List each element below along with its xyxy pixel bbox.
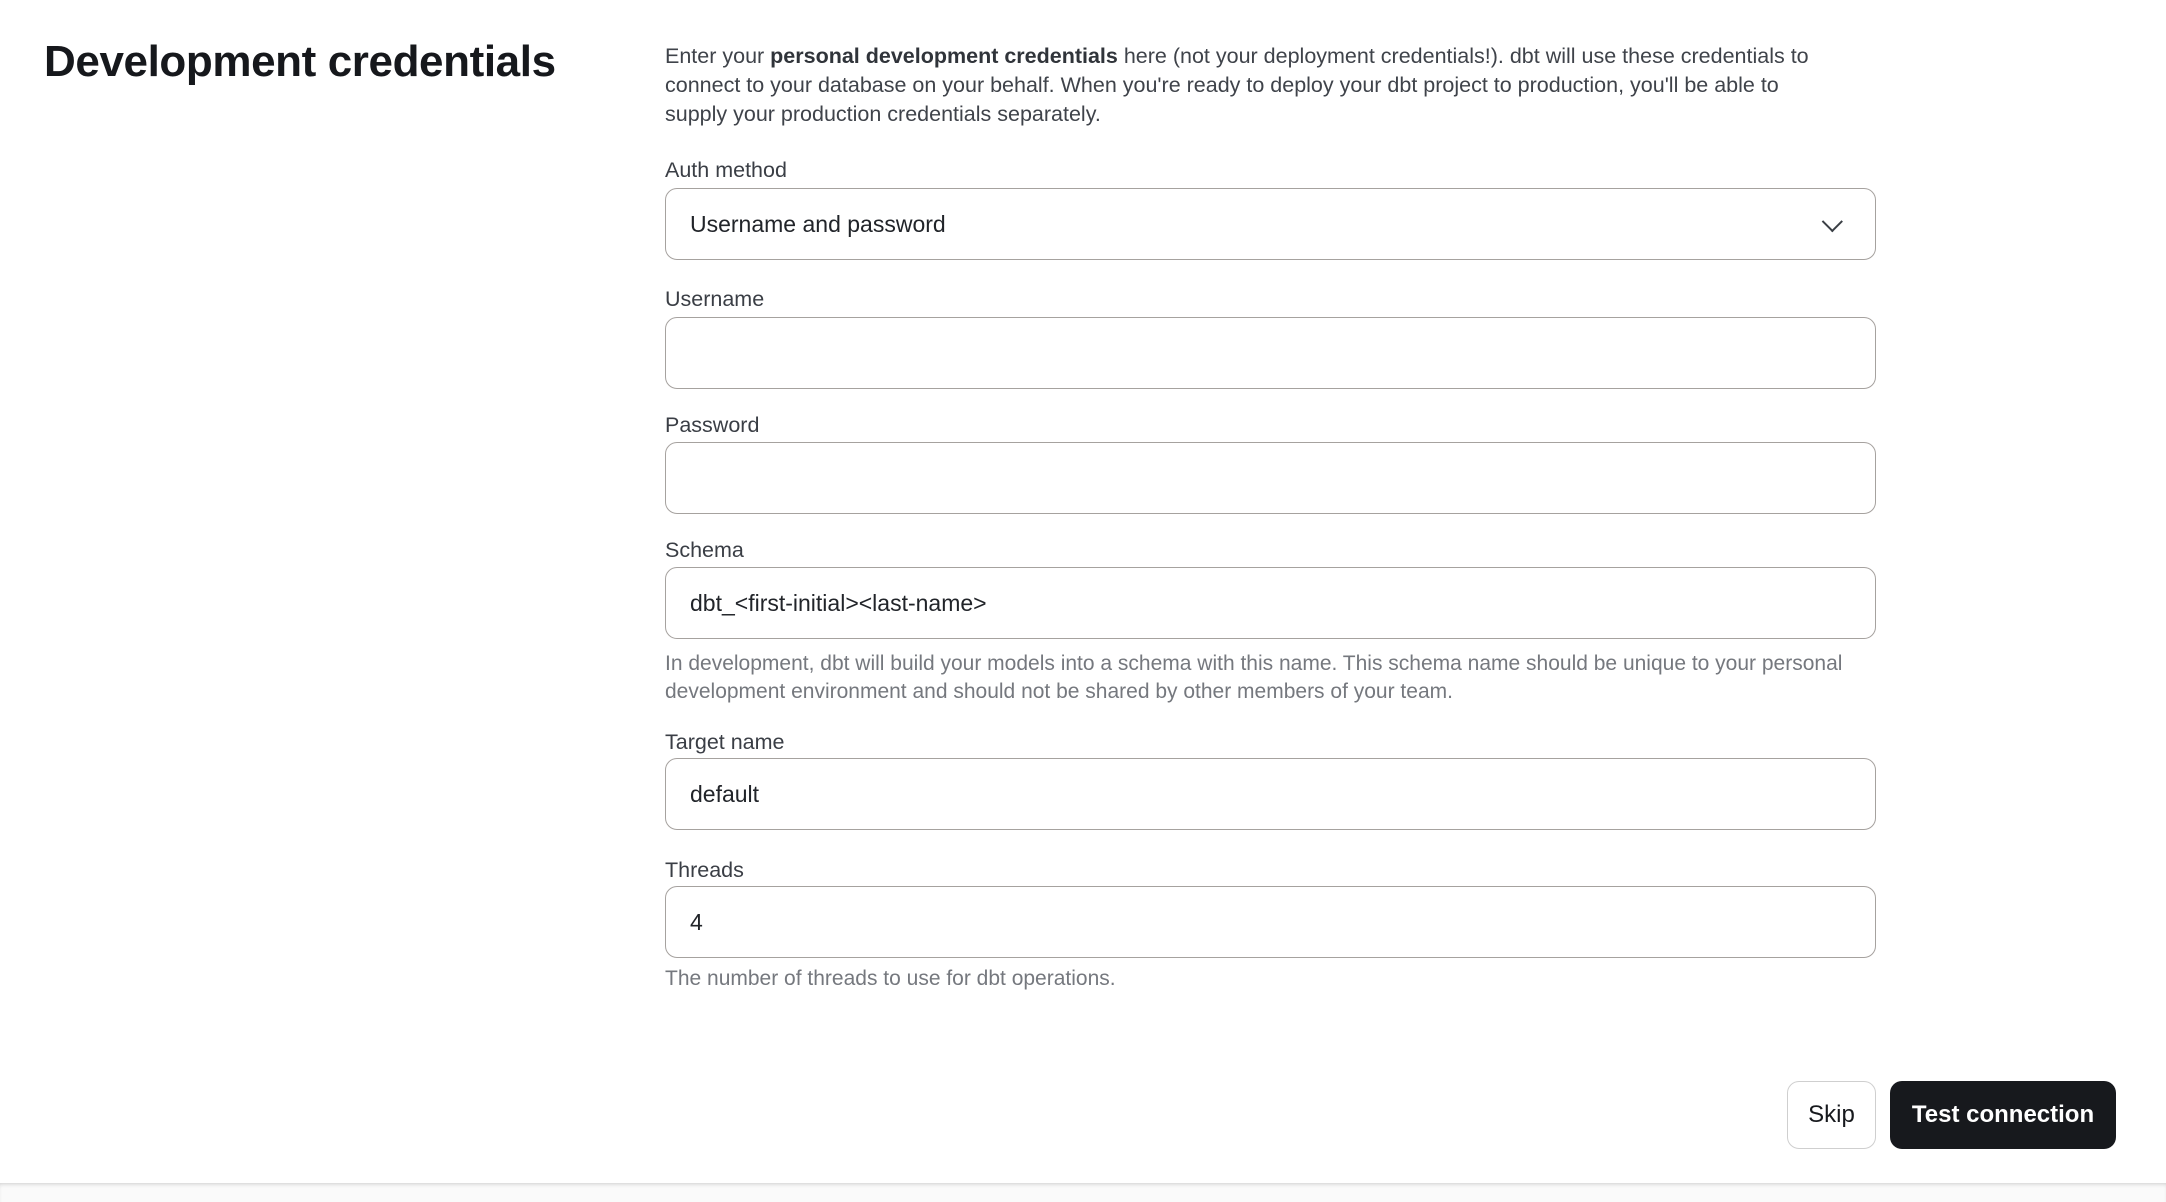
chevron-down-icon: [1822, 211, 1843, 232]
schema-input[interactable]: [665, 567, 1876, 639]
target-name-label: Target name: [665, 730, 785, 754]
threads-label: Threads: [665, 858, 744, 882]
test-connection-button[interactable]: Test connection: [1890, 1081, 2116, 1149]
description-bold: personal development credentials: [770, 44, 1118, 68]
page-title: Development credentials: [44, 37, 556, 86]
password-label: Password: [665, 413, 760, 437]
auth-method-select[interactable]: [665, 188, 1876, 260]
target-name-input[interactable]: [665, 758, 1876, 830]
schema-label: Schema: [665, 538, 744, 562]
schema-help-text: In development, dbt will build your models into a schema with this name. This schema name should be unique to your personal development environment and should not be shared by other members of your team.: [665, 652, 1843, 703]
threads-input[interactable]: [665, 886, 1876, 958]
skip-button[interactable]: Skip: [1787, 1081, 1876, 1149]
description-suffix: here (not your deployment credentials!). dbt will use these credentials to connect to your database on your behalf. When you're ready to deploy your dbt project to production, you'll be able to supply your production credentials separately.: [665, 44, 1809, 126]
username-input[interactable]: [665, 317, 1876, 389]
footer-divider: [0, 1183, 2166, 1202]
auth-method-selected-value: Username and password: [690, 210, 946, 237]
description-prefix: Enter your: [665, 44, 771, 68]
username-label: Username: [665, 287, 765, 311]
threads-help-text: The number of threads to use for dbt operations.: [665, 967, 1116, 990]
password-input[interactable]: [665, 442, 1876, 514]
page-description: [665, 42, 1820, 129]
credentials-form: [665, 0, 1876, 1202]
auth-method-label: Auth method: [665, 158, 787, 182]
